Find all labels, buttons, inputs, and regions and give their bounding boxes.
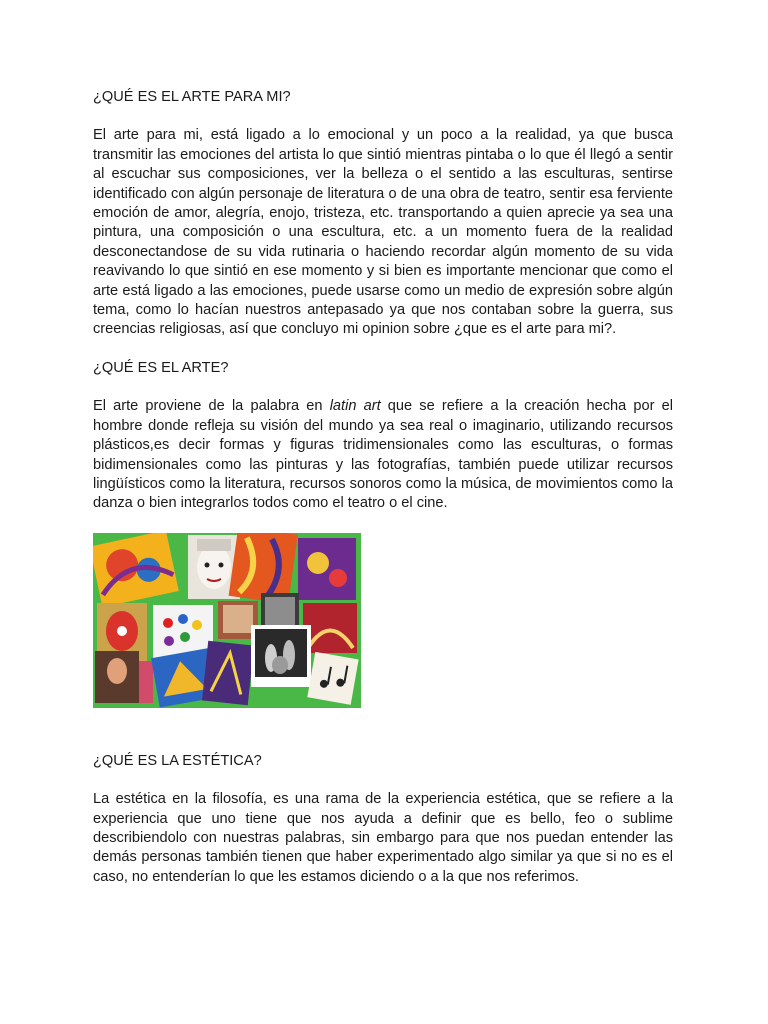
paragraph-arte-part2: que se refiere a la creación hecha por el hombre donde refleja su visión del mundo ya sea real o imaginario, utilizando recursos plásticos,es decir formas y figuras tridimensionales como las esculturas, o formas bidimensionales como las pinturas y las fotografías, también puede utilizar recursos lingüísticos como la literatura, recursos sonoros como la música, de movimientos como la danza o bien integrarlos todos como el teatro o el cine. (93, 398, 674, 512)
document-page (93, 88, 673, 887)
paragraph-arte-para-mi: El arte para mi, está ligado a lo emocional y un poco a la realidad, ya que busca transmitir las emociones del artista lo que sintió mientras pintaba o lo que él llegó a sentir al escuchar sus composiciones, ver la belleza o el sentido a las esculturas, sentirse identificado con algún personaje de literatura o de una obra de teatro, sentir esa ferviente emoción de amor, alegría, enojo, tristeza, etc. transportando a quien aprecie ya sea una pintura, una composición o una escultura, etc. a un momento fuera de la realidad desconectandose de su vida rutinaria o haciendo recordar algún momento de su vida reavivando lo que sintió en ese momento y si bien es importante mencionar que como el arte está ligado a las emociones, puede usarse como un medio de expresión sobre algún tema, como lo hacían nuestros antepasado ya que nos contaban sobre la guerra, sus creencias religiosas, así que concluyo mi opinion sobre ¿que es el arte para mi?. (93, 127, 673, 338)
paragraph-arte-part1: El arte proviene de la palabra en (93, 398, 330, 415)
heading-que-es-la-estetica: ¿QUÉ ES LA ESTÉTICA? (93, 752, 262, 769)
art-collage-image (93, 533, 361, 708)
heading-que-es-el-arte: ¿QUÉ ES EL ARTE? (93, 359, 229, 376)
heading-arte-para-mi: ¿QUÉ ES EL ARTE PARA MI? (93, 89, 291, 105)
latin-art-term: latin art (329, 398, 381, 415)
paragraph-que-es-el-arte (93, 397, 673, 513)
paragraph-que-es-la-estetica: La estética en la filosofía, es una rama de la experiencia estética, que se refiere a la experiencia que uno tiene que nos ayuda a definir que es bello, feo o sublime describiendolo con nuestras palabras, sin embargo para que nos puedan entender las demás personas también tienen que haber experimentado algo similar ya que si no es el caso, no entenderían lo que les estamos diciendo o a la que nos referimos. (93, 791, 673, 885)
